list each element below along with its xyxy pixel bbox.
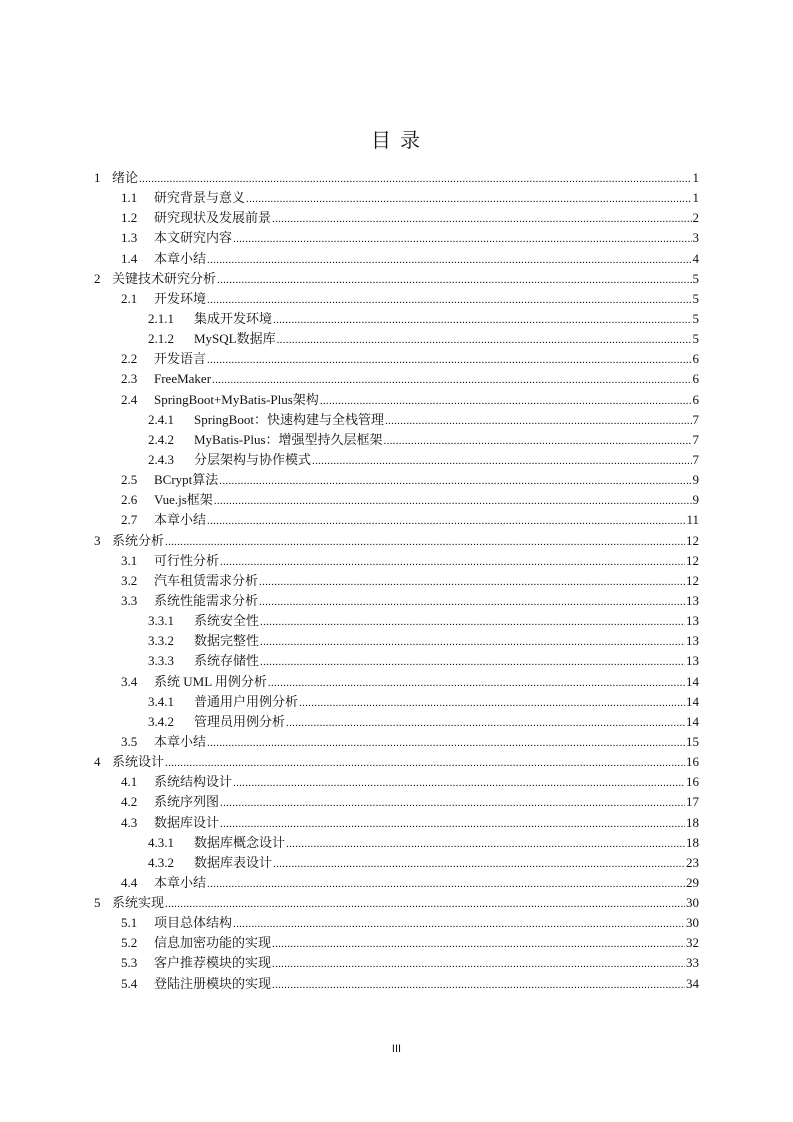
toc-entry[interactable] [94,953,699,973]
toc-entry-title: 关键技术研究分析 [112,270,217,286]
toc-entry-title: 登陆注册模块的实现 [154,975,272,991]
toc-entry-page: 23 [686,854,699,870]
toc-entry[interactable] [94,329,699,349]
toc-entry-page: 1 [692,190,699,206]
toc-entry[interactable] [94,510,699,530]
toc-entry-page: 5 [692,290,699,306]
toc-entry-page: 18 [686,814,699,830]
dot-leader [259,591,685,612]
toc-entry[interactable] [94,792,699,812]
toc-entry-title: 本章小结 [154,512,207,528]
toc-entry-page: 7 [692,431,699,447]
toc-entry-number: 4.3 [121,814,138,830]
toc-entry[interactable] [94,813,699,833]
toc-entry-number: 3 [94,532,101,548]
toc-entry-page: 7 [692,411,699,427]
toc-entry-number: 2.6 [121,492,138,508]
dot-leader [207,510,685,531]
toc-entry-number: 2 [94,270,101,286]
toc-entry-title: 系统存储性 [194,653,260,669]
toc-entry-number: 4.3.1 [148,834,174,850]
dot-leader [272,974,685,995]
toc-entry[interactable] [94,470,699,490]
dot-leader [320,390,692,411]
toc-entry-number: 4 [94,754,101,770]
toc-entry-page: 5 [692,270,699,286]
toc-entry-number: 3.1 [121,552,138,568]
toc-entry-number: 1 [94,170,101,185]
toc-entry[interactable] [94,853,699,873]
dot-leader [212,369,691,390]
toc-entry-title: 数据库表设计 [194,854,273,870]
toc-entry[interactable] [94,390,699,410]
toc-entry-page: 1 [692,170,699,185]
toc-entry[interactable] [94,692,699,712]
toc-entry[interactable] [94,672,699,692]
toc-entry[interactable] [94,631,699,651]
toc-entry[interactable] [94,833,699,853]
toc-entry-page: 30 [686,895,699,911]
toc-entry[interactable] [94,188,699,208]
toc-entry-page: 16 [686,774,699,790]
toc-entry-number: 2.4.1 [148,411,174,427]
dot-leader [246,188,691,209]
toc-entry-page: 13 [686,633,699,649]
dot-leader [233,772,685,793]
toc-entry-page: 14 [686,673,699,689]
toc-title: 目 录 [371,130,422,152]
toc-entry-page: 15 [686,733,699,749]
toc-entry-page: 5 [692,310,699,326]
toc-entry-number: 1.3 [121,230,138,246]
dot-leader [268,672,685,693]
toc-entry-title: 系统分析 [112,532,165,548]
toc-entry-page: 30 [686,915,699,931]
toc-entry-number: 2.1.1 [148,310,174,326]
toc-entry-title: 系统设计 [112,754,165,770]
toc-entry-number: 5.3 [121,955,138,971]
toc-entry-page: 29 [686,874,699,890]
toc-entry-title: MySQL数据库 [194,331,276,347]
toc-entry-number: 2.4.3 [148,451,174,467]
toc-entry[interactable] [94,752,699,772]
toc-entry-number: 4.4 [121,874,138,890]
toc-entry-page: 14 [686,693,699,709]
toc-entry-title: 汽车租赁需求分析 [154,572,259,588]
toc-entry[interactable] [94,712,699,732]
toc-entry-title: 本文研究内容 [154,230,233,246]
toc-entry-number: 3.3.1 [148,613,174,629]
toc-entry-title: 开发语言 [154,351,207,367]
toc-entry-number: 2.7 [121,512,138,528]
toc-entry-page: 12 [686,552,699,568]
toc-entry-title: 数据完整性 [194,633,260,649]
toc-entry-page: 13 [686,653,699,669]
toc-entry-number: 3.5 [121,733,138,749]
toc-entry[interactable] [94,349,699,369]
toc-entry-page: 6 [692,351,699,367]
toc-entry-number: 2.5 [121,472,138,488]
toc-entry-number: 5.1 [121,915,138,931]
dot-leader [286,712,685,733]
toc-entry-title: 管理员用例分析 [194,713,286,729]
dot-leader [220,792,685,813]
toc-entry-page: 18 [686,834,699,850]
dot-leader [260,631,685,652]
dot-leader [312,450,691,471]
dot-leader [207,249,691,270]
dot-leader [260,651,685,672]
toc-entry-page: 32 [686,935,699,951]
dot-leader [384,430,692,451]
toc-entry-title: 数据库概念设计 [194,834,286,850]
toc-entry[interactable] [94,933,699,953]
toc-entry[interactable] [94,490,699,510]
toc-entry-number: 2.3 [121,371,138,387]
dot-leader [272,933,685,954]
toc-entry[interactable] [94,249,699,269]
toc-entry-title: SpringBoot+MyBatis-Plus架构 [154,391,319,407]
toc-entry[interactable] [94,893,699,913]
toc-entry-title: 信息加密功能的实现 [154,935,272,951]
toc-entry-title: 集成开发环境 [194,310,273,326]
toc-entry-page: 11 [686,512,699,528]
toc-entry-number: 3.3.2 [148,633,174,649]
toc-entry-title: 系统结构设计 [154,774,233,790]
toc-entry-page: 9 [692,492,699,508]
dot-leader [165,893,685,914]
dot-leader [165,531,685,552]
toc-entry[interactable] [94,430,699,450]
toc-entry-number: 1.4 [121,250,138,266]
toc-entry[interactable] [94,611,699,631]
toc-entry-number: 3.3 [121,592,138,608]
dot-leader [207,349,691,370]
toc-entry-number: 4.1 [121,774,138,790]
toc-entry-number: 3.3.3 [148,653,174,669]
toc-entry-number: 1.2 [121,210,138,226]
toc-entry-title: 研究现状及发展前景 [154,210,272,226]
toc-entry[interactable] [94,651,699,671]
toc-entry[interactable] [94,309,699,329]
toc-entry-title: FreeMaker [154,371,212,387]
toc-entry[interactable] [94,591,699,611]
dot-leader [233,228,691,249]
toc-entry-page: 6 [692,391,699,407]
toc-entry-number: 2.2 [121,351,138,367]
toc-entry-title: 客户推荐模块的实现 [154,955,272,971]
toc-entry[interactable] [94,289,699,309]
toc-entry-title: 数据库设计 [154,814,220,830]
toc-entry-title: 系统安全性 [194,613,260,629]
toc-entry-page: 33 [686,955,699,971]
dot-leader [233,913,685,934]
toc-entry-title: 研究背景与意义 [154,190,246,206]
toc-entry[interactable] [94,732,699,752]
dot-leader [272,953,685,974]
toc-entry-number: 4.3.2 [148,854,174,870]
toc-entry-number: 5.4 [121,975,138,991]
toc-entry-number: 2.4 [121,391,138,407]
toc-entry-page: 6 [692,371,699,387]
toc-entry-title: 本章小结 [154,733,207,749]
toc-entry-title: MyBatis-Plus：增强型持久层框架 [194,431,383,447]
toc-entry-title: 系统实现 [112,895,165,911]
toc-entry-title: 普通用户用例分析 [194,693,299,709]
dot-leader [273,853,685,874]
toc-entry[interactable] [94,228,699,248]
toc-entry[interactable] [94,531,699,551]
toc-entry[interactable] [94,772,699,792]
toc-entry-page: 12 [686,572,699,588]
dot-leader [259,571,685,592]
dot-leader [277,329,692,350]
toc-entry[interactable] [94,369,699,389]
dot-leader [207,289,691,310]
toc-entry-number: 3.4.1 [148,693,174,709]
toc-entry[interactable] [94,450,699,470]
toc-entry-page: 3 [692,230,699,246]
toc-entry-page: 9 [692,472,699,488]
toc-entry-title: 开发环境 [154,290,207,306]
toc-entry-number: 3.2 [121,572,138,588]
toc-entry-title: SpringBoot：快速构建与全栈管理 [194,411,384,427]
toc-entry[interactable] [94,913,699,933]
dot-leader [207,873,685,894]
toc-entry[interactable] [94,571,699,591]
toc-entry-title: 本章小结 [154,250,207,266]
toc-entry[interactable] [94,168,699,188]
dot-leader [139,168,691,189]
toc-entry-title: Vue.js框架 [154,492,213,508]
dot-leader [214,490,692,511]
dot-leader [385,410,692,431]
toc-entry-page: 7 [692,451,699,467]
toc-entry-title: 本章小结 [154,874,207,890]
toc-entry-page: 16 [686,754,699,770]
toc-entry-page: 13 [686,613,699,629]
toc-entry[interactable] [94,208,699,228]
toc-entry-number: 2.4.2 [148,431,174,447]
toc-entry-title: 分层架构与协作模式 [194,451,312,467]
dot-leader [273,309,691,330]
dot-leader [260,611,685,632]
toc-entry-number: 4.2 [121,794,138,810]
toc-entry[interactable] [94,974,699,994]
toc-entry-page: 13 [686,592,699,608]
toc-entry-title: BCrypt算法 [154,472,219,488]
toc-entry-number: 5.2 [121,935,138,951]
toc-entry[interactable] [94,269,699,289]
dot-leader [286,833,685,854]
dot-leader [220,551,685,572]
dot-leader [217,269,691,290]
dot-leader [272,208,691,229]
toc-entry-number: 3.4.2 [148,713,174,729]
toc-entry-number: 1.1 [121,190,138,206]
toc-entry-title: 系统序列图 [154,794,220,810]
toc-entry-page: 12 [686,532,699,548]
toc-entry-page: 4 [692,250,699,266]
toc-entry-page: 14 [686,713,699,729]
toc-entry-page: 34 [686,975,699,991]
toc-entry-title: 绪论 [112,170,139,185]
dot-leader [165,752,685,773]
dot-leader [207,732,685,753]
dot-leader [220,813,685,834]
toc-entry[interactable] [94,410,699,430]
dot-leader [299,692,685,713]
toc-entry-page: 2 [692,210,699,226]
toc-entry-number: 5 [94,895,101,911]
toc-entry-title: 系统 UML 用例分析 [154,673,267,689]
toc-entry-page: 5 [692,331,699,347]
toc-entry[interactable] [94,873,699,893]
toc-entry-number: 3.4 [121,673,138,689]
toc-entry-number: 2.1.2 [148,331,174,347]
toc-entry-page: 17 [686,794,699,810]
toc-entry-title: 项目总体结构 [154,915,233,931]
dot-leader [219,470,691,491]
toc-entry-title: 可行性分析 [154,552,220,568]
table-of-contents [94,168,699,994]
page-number: III [391,1043,402,1055]
toc-entry-number: 2.1 [121,290,138,306]
toc-entry-title: 系统性能需求分析 [154,592,259,608]
toc-entry[interactable] [94,551,699,571]
